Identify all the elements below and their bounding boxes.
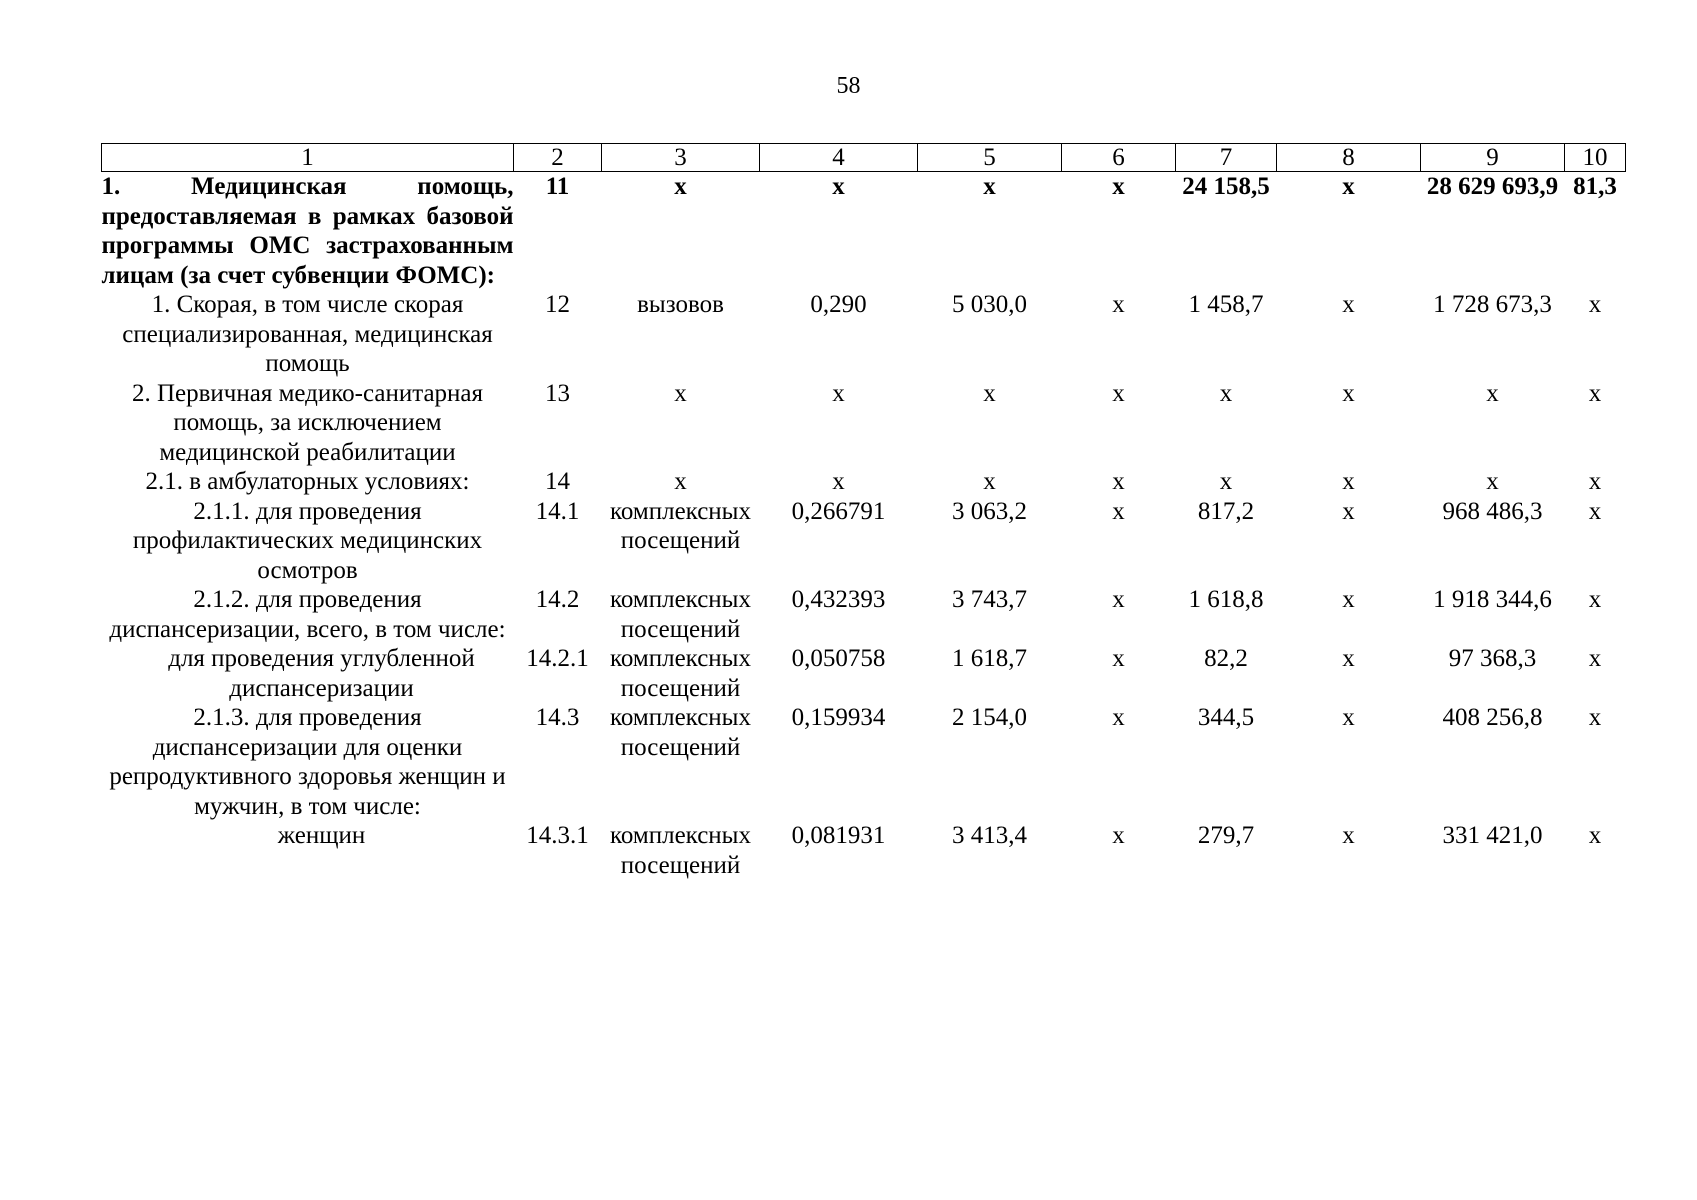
col6-value: х [1112, 586, 1125, 613]
total-cost: х [1486, 468, 1499, 495]
norm-cost: х [983, 468, 996, 495]
unit: комплексных посещений [610, 645, 751, 702]
col6-value: х [1112, 822, 1125, 849]
row-label: 1. Скорая, в том числе скорая специализированная, медицинская помощь [122, 291, 493, 377]
per-capita-value: 24 158,5 [1182, 173, 1270, 200]
share-percent: х [1588, 645, 1602, 672]
table-row [102, 497, 1626, 586]
col6-value: х [1112, 645, 1125, 672]
share-percent: х [1588, 822, 1602, 849]
col8-value: х [1342, 173, 1355, 200]
table-row [102, 467, 1626, 497]
per-capita-value: х [1219, 379, 1233, 407]
column-header: 8 [1277, 144, 1421, 172]
norm-cost: 3 743,7 [952, 586, 1027, 613]
table-row [102, 703, 1626, 821]
total-cost: 968 486,3 [1442, 497, 1543, 525]
row-code: 14.3.1 [526, 822, 589, 849]
per-capita-value: 1 458,7 [1188, 291, 1264, 318]
row-label: 2.1.2. для проведения диспансеризации, всего, в том числе: [109, 586, 506, 643]
total-cost: 1 918 344,6 [1433, 586, 1552, 613]
col6-value: х [1112, 291, 1125, 318]
norm-volume: х [832, 379, 845, 407]
share-percent: х [1588, 586, 1602, 613]
row-code: 14 [545, 468, 570, 495]
share-percent: х [1588, 704, 1602, 731]
per-capita-value: 344,5 [1197, 704, 1255, 731]
table-row [102, 379, 1626, 468]
data-table [101, 143, 1626, 880]
norm-cost: х [983, 379, 996, 407]
row-code: 13 [545, 379, 570, 407]
col8-value: х [1342, 822, 1355, 849]
col8-value: х [1342, 704, 1355, 731]
column-header: 7 [1176, 144, 1277, 172]
table-row [102, 821, 1626, 880]
row-label: 2.1.1. для проведения профилактических медицинских осмотров [132, 497, 483, 584]
norm-cost: х [983, 173, 996, 200]
unit: комплексных посещений [610, 586, 751, 643]
col8-value: х [1342, 468, 1355, 495]
per-capita-value: 1 618,8 [1188, 586, 1264, 613]
norm-cost: 2 154,0 [952, 704, 1027, 731]
total-cost: 408 256,8 [1442, 704, 1543, 731]
per-capita-value: 279,7 [1197, 822, 1255, 849]
unit: х [674, 379, 687, 407]
share-percent: х [1588, 379, 1602, 407]
row-code: 14.2 [535, 586, 580, 613]
column-header: 5 [918, 144, 1062, 172]
total-cost: 97 368,3 [1448, 645, 1537, 672]
col8-value: х [1342, 645, 1355, 672]
col6-value: х [1112, 704, 1125, 731]
norm-volume: 0,050758 [791, 645, 886, 672]
unit: вызовов [637, 291, 724, 318]
table-row [102, 585, 1626, 644]
row-code: 12 [545, 291, 570, 318]
table-row [102, 290, 1626, 379]
norm-cost: 1 618,7 [952, 645, 1027, 672]
norm-cost: 3 063,2 [952, 497, 1027, 525]
norm-volume: 0,290 [810, 291, 867, 318]
norm-volume: х [832, 173, 845, 200]
column-header: 10 [1565, 144, 1626, 172]
col6-value: х [1112, 468, 1125, 495]
share-percent: х [1588, 291, 1602, 318]
norm-volume: 0,432393 [791, 586, 886, 613]
row-label: 2.1. в амбулаторных условиях: [145, 468, 470, 495]
share-percent: х [1588, 468, 1602, 495]
col8-value: х [1342, 379, 1355, 407]
row-code: 14.3 [535, 704, 580, 731]
column-header: 1 [102, 144, 514, 172]
col8-value: х [1342, 497, 1355, 525]
col8-value: х [1342, 291, 1355, 318]
unit: х [674, 468, 687, 495]
per-capita-value: 817,2 [1197, 497, 1255, 525]
share-percent: 81,3 [1573, 173, 1617, 200]
column-header: 3 [602, 144, 760, 172]
page-number: 58 [836, 73, 861, 99]
row-code: 14.2.1 [526, 645, 589, 672]
col6-value: х [1112, 173, 1125, 200]
col6-value: х [1112, 497, 1125, 525]
col8-value: х [1342, 586, 1355, 613]
total-cost: х [1486, 379, 1499, 407]
share-percent: х [1588, 497, 1602, 525]
norm-volume: х [832, 468, 845, 495]
norm-cost: 5 030,0 [952, 291, 1027, 318]
row-code: 11 [545, 173, 570, 200]
row-code: 14.1 [535, 497, 580, 525]
per-capita-value: х [1219, 468, 1233, 495]
norm-cost: 3 413,4 [952, 822, 1027, 849]
row-label: для проведения углубленной диспансеризации [168, 645, 475, 702]
table-row [102, 172, 1626, 291]
norm-volume: 0,081931 [791, 822, 886, 849]
table-row [102, 644, 1626, 703]
per-capita-value: 82,2 [1204, 645, 1248, 672]
norm-volume: 0,266791 [791, 497, 886, 525]
column-header: 4 [760, 144, 918, 172]
column-header: 2 [514, 144, 602, 172]
unit: комплексных посещений [610, 704, 751, 761]
unit: комплексных посещений [610, 497, 751, 554]
total-cost: 1 728 673,3 [1433, 291, 1552, 318]
norm-volume: 0,159934 [791, 704, 886, 731]
column-header: 6 [1062, 144, 1176, 172]
table-header-row [102, 144, 1626, 172]
row-label: 1. Медицинская помощь, предоставляемая в рамках базовой программы ОМС застрахованным лицам (за счет субвенции ФОМС): [101, 173, 514, 289]
row-label: 2. Первичная медико-санитарная помощь, за исключением медицинской реабилитации [131, 379, 484, 466]
column-header: 9 [1421, 144, 1565, 172]
row-label: 2.1.3. для проведения диспансеризации для оценки репродуктивного здоровья женщин и мужчин, в том числе: [109, 704, 506, 820]
total-cost: 331 421,0 [1442, 822, 1543, 849]
unit: комплексных посещений [610, 822, 751, 879]
col6-value: х [1112, 379, 1125, 407]
unit: х [674, 173, 687, 200]
row-label: женщин [277, 822, 366, 849]
total-cost: 28 629 693,9 [1426, 173, 1559, 200]
